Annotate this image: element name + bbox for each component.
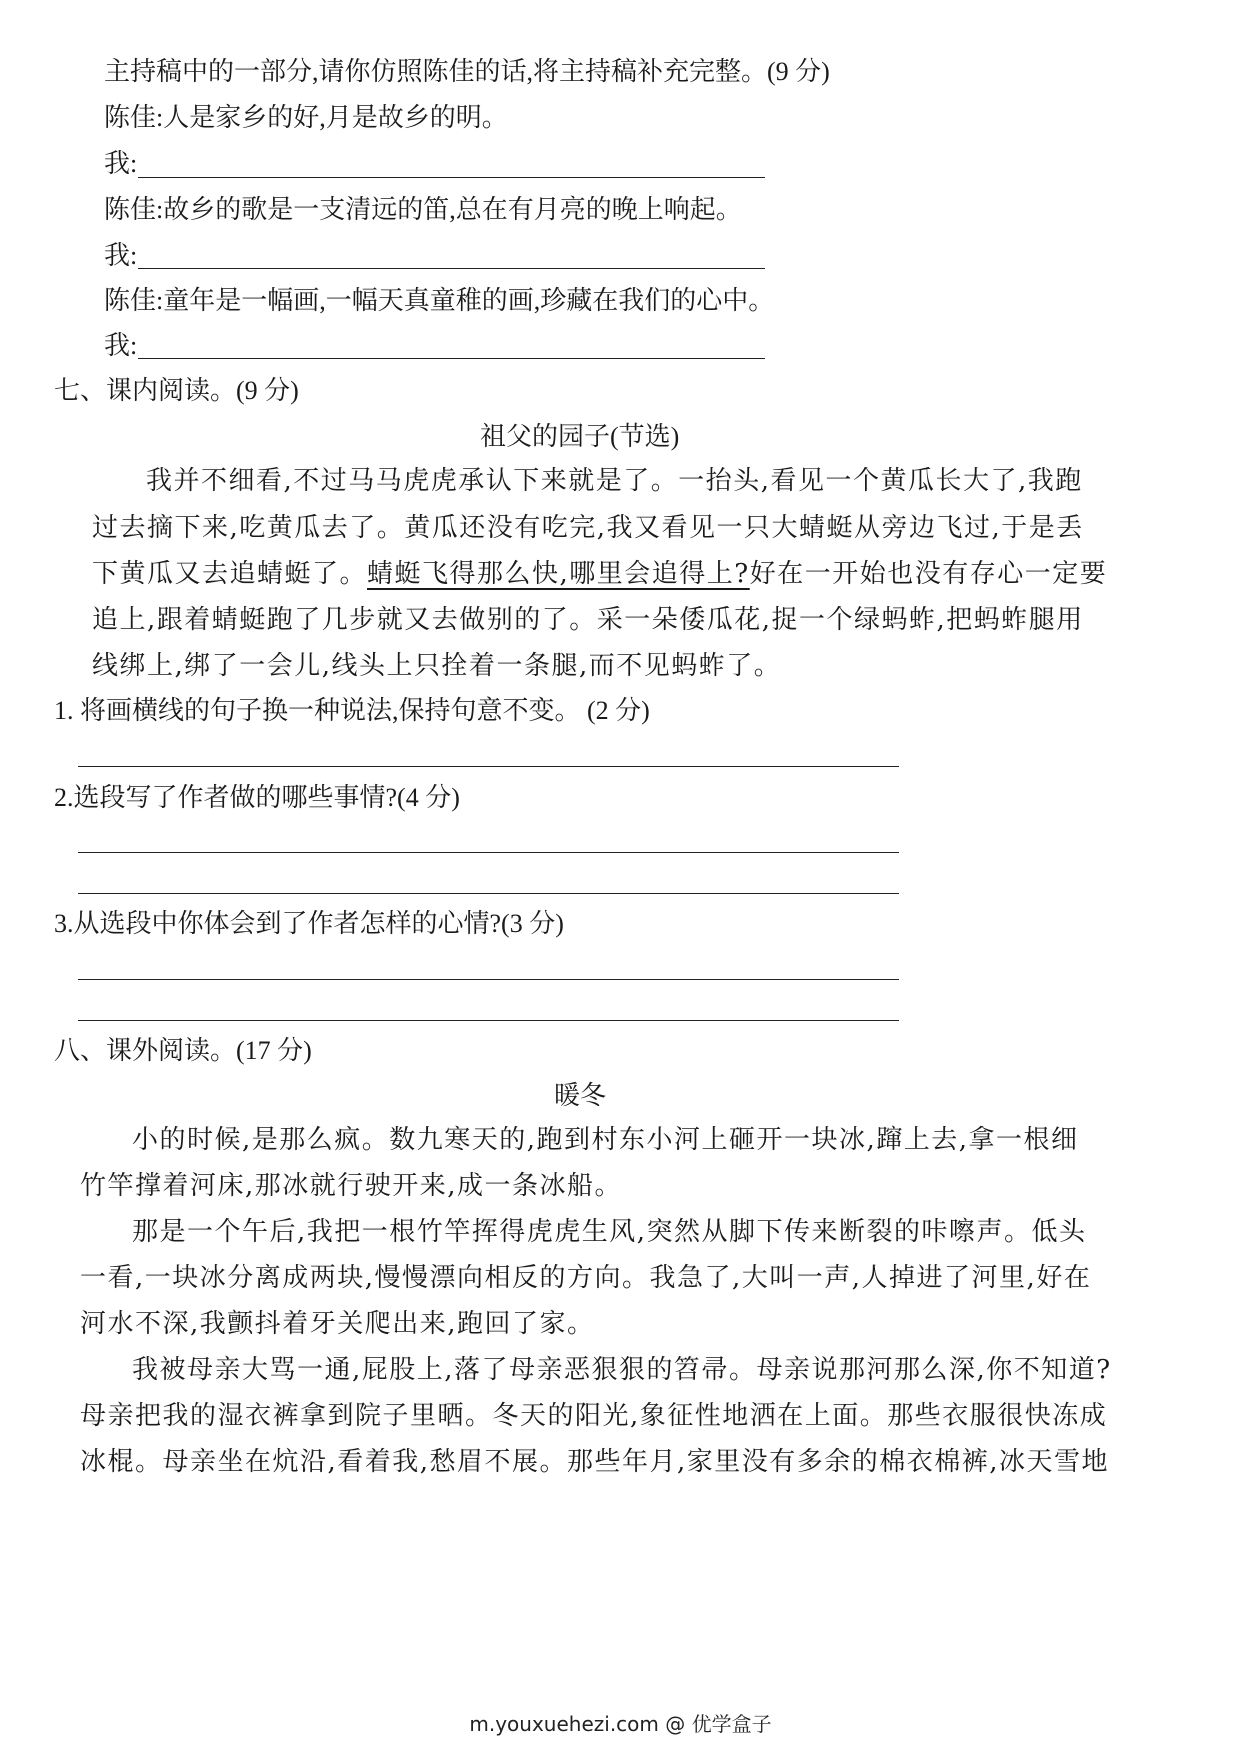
question-2: 2.选段写了作者做的哪些事情?(4 分) <box>54 783 460 812</box>
dialogue-line-3: 陈佳:童年是一幅画,一幅天真童稚的画,珍藏在我们的心中。 <box>104 286 775 315</box>
section8-passage-line: 我被母亲大骂一通,屁股上,落了母亲恶狠狠的笤帚。母亲说那河那么深,你不知道? <box>132 1355 1112 1385</box>
q3-answer-line-2[interactable] <box>78 1020 899 1021</box>
section7-passage-title: 祖父的园子(节选) <box>480 422 680 451</box>
section7-passage-line: 线绑上,绑了一会儿,线头上只拴着一条腿,而不见蚂蚱了。 <box>92 651 782 681</box>
answer-line-1[interactable] <box>138 177 765 178</box>
q2-answer-line-2[interactable] <box>78 893 899 894</box>
intro-text: 主持稿中的一部分,请你仿照陈佳的话,将主持稿补充完整。(9 分) <box>104 57 830 86</box>
section7-passage-line: 追上,跟着蜻蜓跑了几步就又去做别的了。采一朵倭瓜花,捉一个绿蚂蚱,把蚂蚱腿用 <box>92 605 1084 635</box>
answer-line-2[interactable] <box>138 268 765 269</box>
line3-before: 下黄瓜又去追蜻蜓了。 <box>92 559 368 589</box>
q1-answer-line[interactable] <box>78 766 899 767</box>
line3-after: 好在一开始也没有存心一定要 <box>749 559 1108 589</box>
answer-label-1: 我: <box>104 149 138 178</box>
section8-heading: 八、课外阅读。(17 分) <box>54 1036 312 1065</box>
answer-line-3[interactable] <box>138 358 765 359</box>
question-1: 1. 将画横线的句子换一种说法,保持句意不变。 (2 分) <box>54 696 650 725</box>
section8-passage-line: 小的时候,是那么疯。数九寒天的,跑到村东小河上砸开一块冰,蹿上去,拿一根细 <box>132 1125 1079 1155</box>
section7-passage-line: 我并不细看,不过马马虎虎承认下来就是了。一抬头,看见一个黄瓜长大了,我跑 <box>146 466 1083 496</box>
section8-passage-line: 一看,一块冰分离成两块,慢慢漂向相反的方向。我急了,大叫一声,人掉进了河里,好在 <box>80 1263 1092 1293</box>
section7-passage-line: 过去摘下来,吃黄瓜去了。黄瓜还没有吃完,我又看见一只大蜻蜓从旁边飞过,于是丢 <box>92 513 1084 543</box>
section8-passage-line: 母亲把我的湿衣裤拿到院子里晒。冬天的阳光,象征性地洒在上面。那些衣服很快冻成 <box>80 1401 1108 1431</box>
dialogue-line-1: 陈佳:人是家乡的好,月是故乡的明。 <box>104 103 508 132</box>
section7-heading: 七、课内阅读。(9 分) <box>54 376 299 405</box>
section8-passage-line: 冰棍。母亲坐在炕沿,看着我,愁眉不展。那些年月,家里没有多余的棉衣棉裤,冰天雪地 <box>80 1447 1110 1477</box>
question-3: 3.从选段中你体会到了作者怎样的心情?(3 分) <box>54 909 564 938</box>
underlined-sentence: 蜻蜓飞得那么快,哪里会追得上? <box>367 559 750 589</box>
q3-answer-line-1[interactable] <box>78 979 899 980</box>
section8-passage-line: 那是一个午后,我把一根竹竿挥得虎虎生风,突然从脚下传来断裂的咔嚓声。低头 <box>132 1217 1087 1247</box>
dialogue-line-2: 陈佳:故乡的歌是一支清远的笛,总在有月亮的晚上响起。 <box>104 195 742 224</box>
footer-watermark: m.youxuehezi.com @ 优学盒子 <box>469 1712 772 1736</box>
q2-answer-line-1[interactable] <box>78 852 899 853</box>
answer-label-3: 我: <box>104 331 138 360</box>
section7-passage-line <box>92 556 1107 592</box>
section8-passage-line: 竹竿撑着河床,那冰就行驶开来,成一条冰船。 <box>80 1171 623 1201</box>
answer-label-2: 我: <box>104 241 138 270</box>
section8-passage-title: 暖冬 <box>554 1081 607 1110</box>
section8-passage-line: 河水不深,我颤抖着牙关爬出来,跑回了家。 <box>80 1309 595 1339</box>
